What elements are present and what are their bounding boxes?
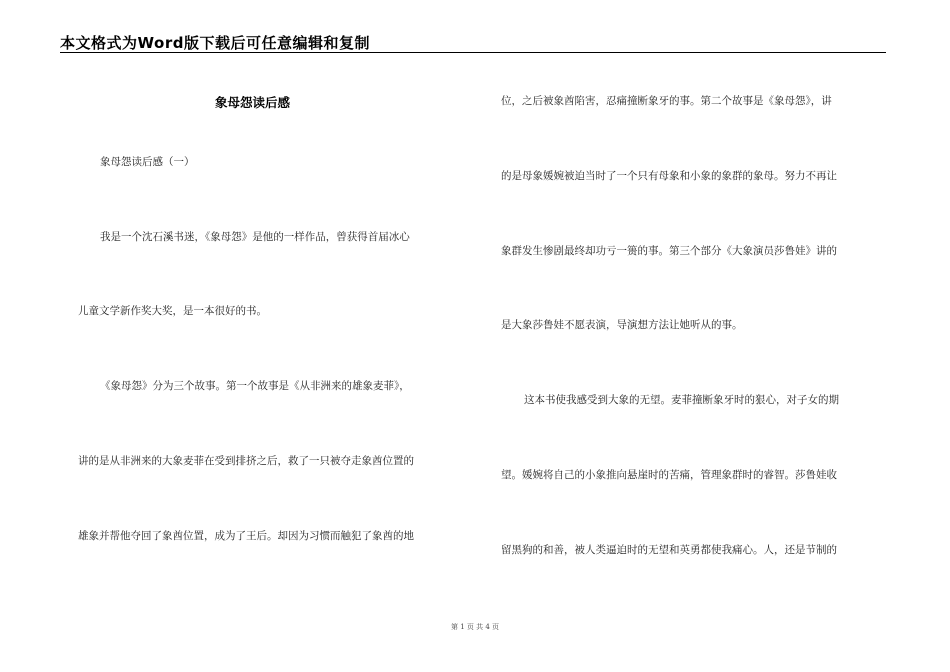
text-line: 我是一个沈石溪书迷，《象母怨》是他的一样作品，曾获得首届冰心 [100,231,410,243]
text-line: 望。媛婉将自己的小象推向悬崖时的苦痛，管理象群时的睿智。莎鲁娃收 [501,469,837,481]
text-line: 雄象并帮他夺回了象酋位置，成为了王后。却因为习惯而触犯了象酋的地 [78,530,414,542]
text-line: 讲的是从非洲来的大象麦菲在受到排挤之后，救了一只被夺走象酋位置的 [78,455,414,467]
text-line: 象群发生惨剧最终却功亏一篑的事。第三个部分《大象演员莎鲁娃》讲的 [501,245,837,257]
text-line: 位，之后被象酋陷害，忍痛撞断象牙的事。第二个故事是《象母怨》，讲 [501,95,832,107]
document-title: 象母怨读后感 [215,95,291,110]
text-line: 是大象莎鲁娃不愿表演，导演想方法让她听从的事。 [501,319,743,331]
page-footer: 第 1 页 共 4 页 [450,623,500,631]
text-line: 留黑狗的和善，被人类逼迫时的无望和英勇都使我痛心。人，还是节制的 [501,544,837,556]
text-line: 的是母象媛婉被迫当时了一个只有母象和小象的象群的象母。努力不再让 [501,170,837,182]
text-line: 这本书使我感受到大象的无望。麦菲撞断象牙时的狠心，对子女的期 [524,394,839,406]
document-header: 本文格式为Word版下载后可任意编辑和复制 [60,34,370,52]
text-line: 《象母怨》分为三个故事。第一个故事是《从非洲来的雄象麦菲》， [100,380,410,392]
text-line: 儿童文学新作奖大奖，是一本很好的书。 [78,305,267,317]
paragraph-heading: 象母怨读后感（一） [100,156,195,168]
header-divider [60,52,886,53]
